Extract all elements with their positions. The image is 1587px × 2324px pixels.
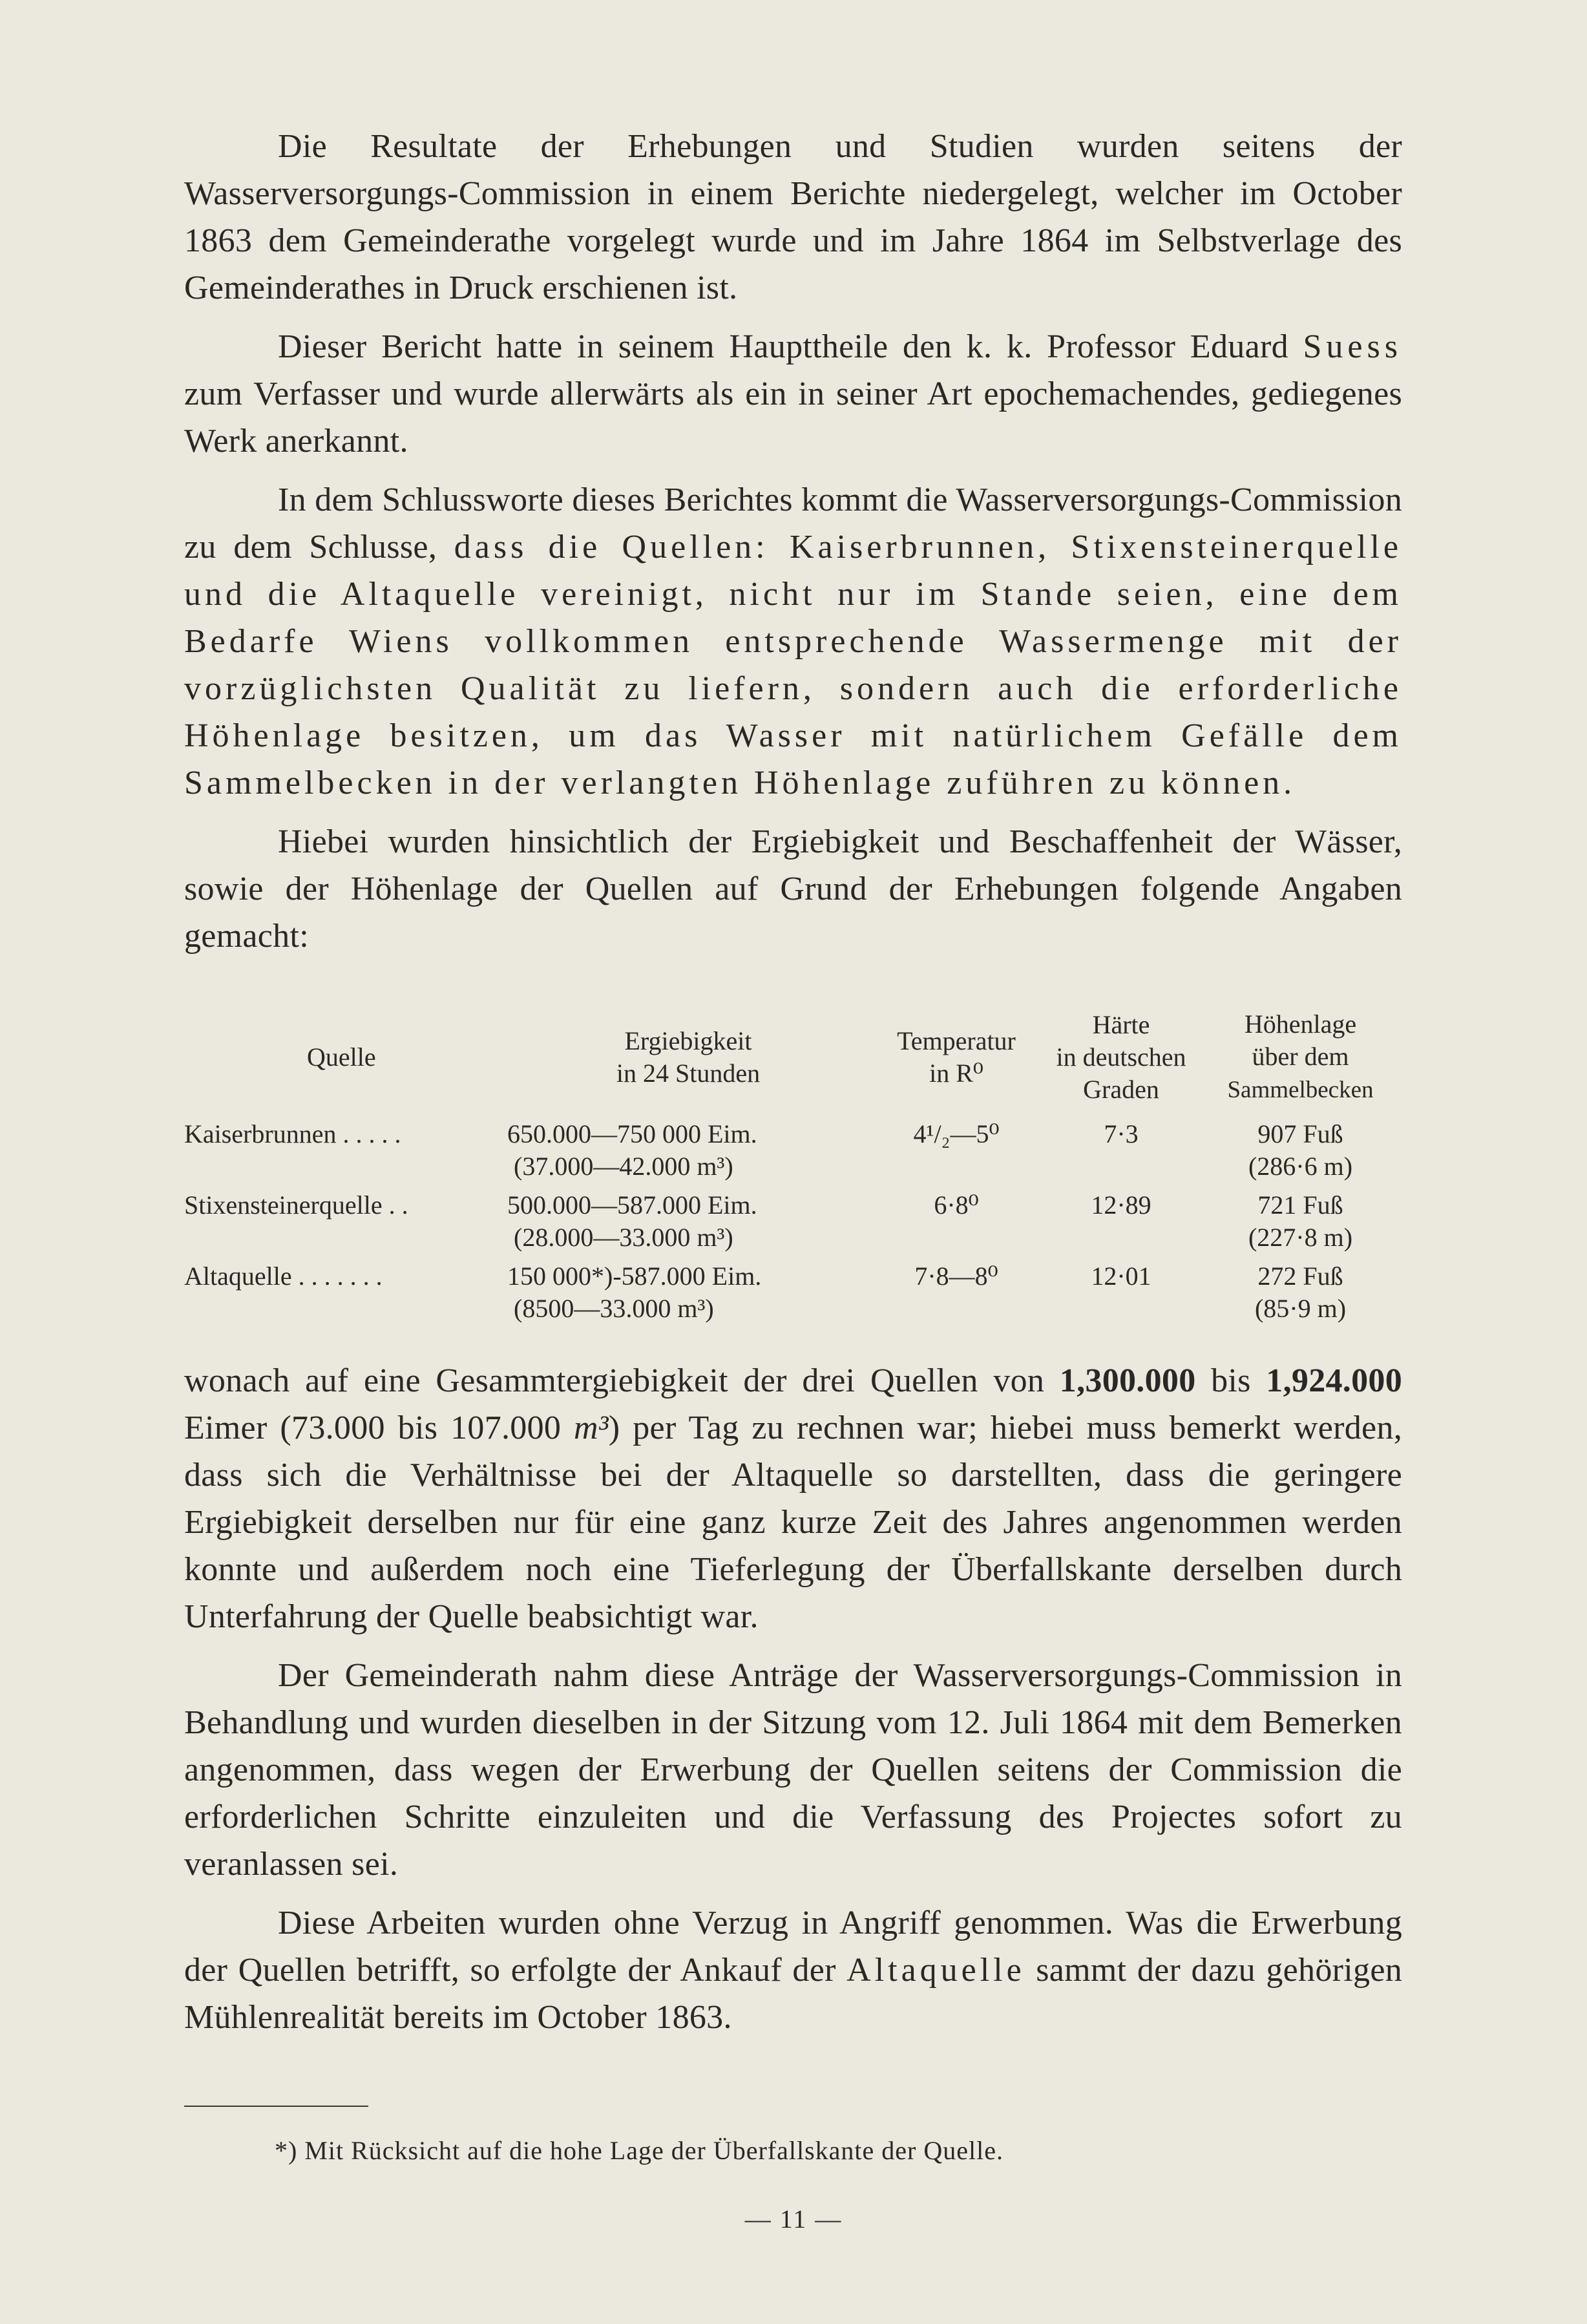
total-yield-min: 1,300.000 — [1059, 1362, 1196, 1399]
yield-eimer: 500.000—587.000 Eim. — [507, 1190, 757, 1220]
text-run: Diese Arbeiten wurden ohne Verzug in Angriff genommen. Was die Erwerbung der Quellen betrifft, so erfolgte der Ankauf der — [184, 1905, 1402, 1989]
yield-eimer: 650.000—750 000 Eim. — [507, 1119, 757, 1148]
text-run: sammt der dazu gehörigen Mühlenrealität bereits im October 1863. — [184, 1952, 1402, 2036]
springs-table — [184, 1008, 1402, 1331]
spring-name: Kaiserbrunnen . . . . . — [184, 1119, 401, 1148]
text-run: Dieser Bericht hatte in seinem Haupttheile den k. k. Professor Eduard — [278, 328, 1303, 365]
altitude-fuss: 272 Fuß — [1257, 1262, 1343, 1291]
altitude-m: (227·8 m) — [1248, 1223, 1353, 1252]
paragraph-conclusion — [184, 476, 1402, 807]
yield-m3: (8500—33.000 m³) — [514, 1294, 714, 1323]
altitude-fuss: 721 Fuß — [1257, 1190, 1343, 1220]
paragraph-council-decision: Der Gemeinderath nahm diese Anträge der Wasserversorgungs-Commission in Behandlung und wurden dieselben in der Sitzung vom 12. Juli 1864 mit dem Bemerken angenommen, dass wegen der Erwerbung der Quellen seitens der Commission die erforderlichen Schritte einzuleiten und die Verfassung des Projectes sofort zu veranlassen sei. — [184, 1657, 1402, 1883]
spring-temperature: 6·8⁰ — [934, 1190, 979, 1220]
spring-yield — [507, 1189, 869, 1260]
yield-m3: (28.000—33.000 m³) — [514, 1223, 733, 1252]
table-header-row — [184, 1008, 1402, 1118]
footnote: *) Mit Rücksicht auf die hohe Lage der Überfallskante der Quelle. — [275, 2136, 1004, 2165]
paragraph-table-intro: Hiebei wurden hinsichtlich der Ergiebigkeit und Beschaffenheit der Wässer, sowie der Höhenlage der Quellen auf Grund der Erhebungen folgende Angaben gemacht: — [184, 823, 1402, 955]
header-ergiebigkeit — [507, 1008, 869, 1118]
header-temperatur — [869, 1008, 1044, 1118]
spring-altitude — [1199, 1260, 1402, 1331]
header-line: Temperatur — [897, 1026, 1016, 1055]
page-number: — 11 — — [744, 2204, 843, 2234]
author-name: Suess — [1303, 328, 1402, 365]
header-line: in 24 Stunden — [616, 1059, 761, 1088]
header-line: Höhenlage — [1244, 1009, 1357, 1039]
text-run: bis — [1195, 1362, 1266, 1399]
header-line: in R⁰ — [929, 1059, 983, 1088]
table-row — [184, 1189, 1402, 1260]
paragraph-report-results: Die Resultate der Erhebungen und Studien wurden seitens der Wasserversorgungs-Commission in einem Berichte niedergelegt, welcher im October 1863 dem Gemeinderathe vorgelegt wurde und im Jahre 1864 im Selbstverlage des Gemeinderathes in Druck erschienen ist. — [184, 128, 1402, 306]
footnote-divider — [184, 2106, 368, 2107]
header-line: Sammelbecken — [1227, 1077, 1374, 1103]
header-quelle: Quelle — [307, 1042, 376, 1072]
spring-temperature: 7·8—8⁰ — [914, 1262, 998, 1291]
paragraph-acquisition — [184, 1899, 1402, 2041]
header-line: Härte — [1092, 1010, 1150, 1039]
body-text-lower — [184, 1357, 1402, 2053]
spring-hardness: 12·01 — [1091, 1262, 1151, 1291]
spring-hardness: 7·3 — [1104, 1119, 1139, 1148]
text-run: wonach auf eine Gesammtergiebigkeit der drei Quellen von — [184, 1362, 1060, 1399]
header-line: in deutschen — [1056, 1042, 1186, 1072]
yield-eimer: 150 000*)-587.000 Eim. — [507, 1262, 762, 1291]
table-row — [184, 1260, 1402, 1331]
header-line: Ergiebigkeit — [624, 1026, 752, 1055]
header-hoehenlage — [1199, 1008, 1402, 1118]
header-haerte — [1044, 1008, 1199, 1118]
altitude-fuss: 907 Fuß — [1257, 1119, 1343, 1148]
emphasized-altaquelle: Altaquelle — [846, 1952, 1025, 1989]
altitude-m: (85·9 m) — [1254, 1294, 1347, 1323]
unit-m3: m³ — [574, 1410, 609, 1446]
spring-yield — [507, 1118, 869, 1189]
text-run: ) per Tag zu rechnen war; hiebei muss bemerkt werden, dass sich die Verhältnisse bei der Altaquelle so darstellten, dass die geringere Ergiebigkeit derselben nur für eine ganz kurze Zeit des Jahres angenommen werden konnte und außerdem noch eine Tieferlegung der Überfallskante derselben durch Unterfahrung der Quelle beabsichtigt war. — [184, 1410, 1403, 1635]
header-line: Graden — [1083, 1075, 1159, 1104]
spring-name: Stixensteinerquelle . . — [184, 1190, 408, 1220]
text-run: In dem Schlussworte dieses Berichtes kommt die Wasserversorgungs-Commission zu dem Schlusse, — [184, 481, 1402, 565]
spring-temperature: 4¹/₂—5⁰ — [913, 1119, 1000, 1148]
spring-name: Altaquelle . . . . . . . — [184, 1262, 383, 1291]
body-text-upper — [184, 123, 1402, 971]
spring-altitude — [1199, 1118, 1402, 1189]
total-yield-max: 1,924.000 — [1266, 1362, 1402, 1399]
spring-altitude — [1199, 1189, 1402, 1260]
header-line: über dem — [1252, 1042, 1349, 1071]
text-run: Eimer (73.000 bis 107.000 — [184, 1410, 574, 1446]
paragraph-total-yield — [184, 1357, 1402, 1640]
spring-yield — [507, 1260, 869, 1331]
text-run: zum Verfasser und wurde allerwärts als ein in seiner Art epochemachendes, gediegenes Werk anerkannt. — [184, 375, 1402, 460]
spring-hardness: 12·89 — [1091, 1190, 1151, 1220]
table-row — [184, 1118, 1402, 1189]
paragraph-report-author — [184, 323, 1402, 465]
emphasized-conclusion: dass die Quellen: Kaiserbrunnen, Stixensteinerquelle und die Altaquelle vereinigt, nicht nur im Stande seien, eine dem Bedarfe Wiens vollkommen entsprechende Wassermenge mit der vorzüglichsten Qualität zu liefern, sondern auch die erforderliche Höhenlage besitzen, um das Wasser mit natürlichem Gefälle dem Sammelbecken in der verlangten Höhenlage zuführen zu können. — [184, 529, 1402, 801]
yield-m3: (37.000—42.000 m³) — [514, 1152, 733, 1181]
altitude-m: (286·6 m) — [1248, 1152, 1353, 1181]
